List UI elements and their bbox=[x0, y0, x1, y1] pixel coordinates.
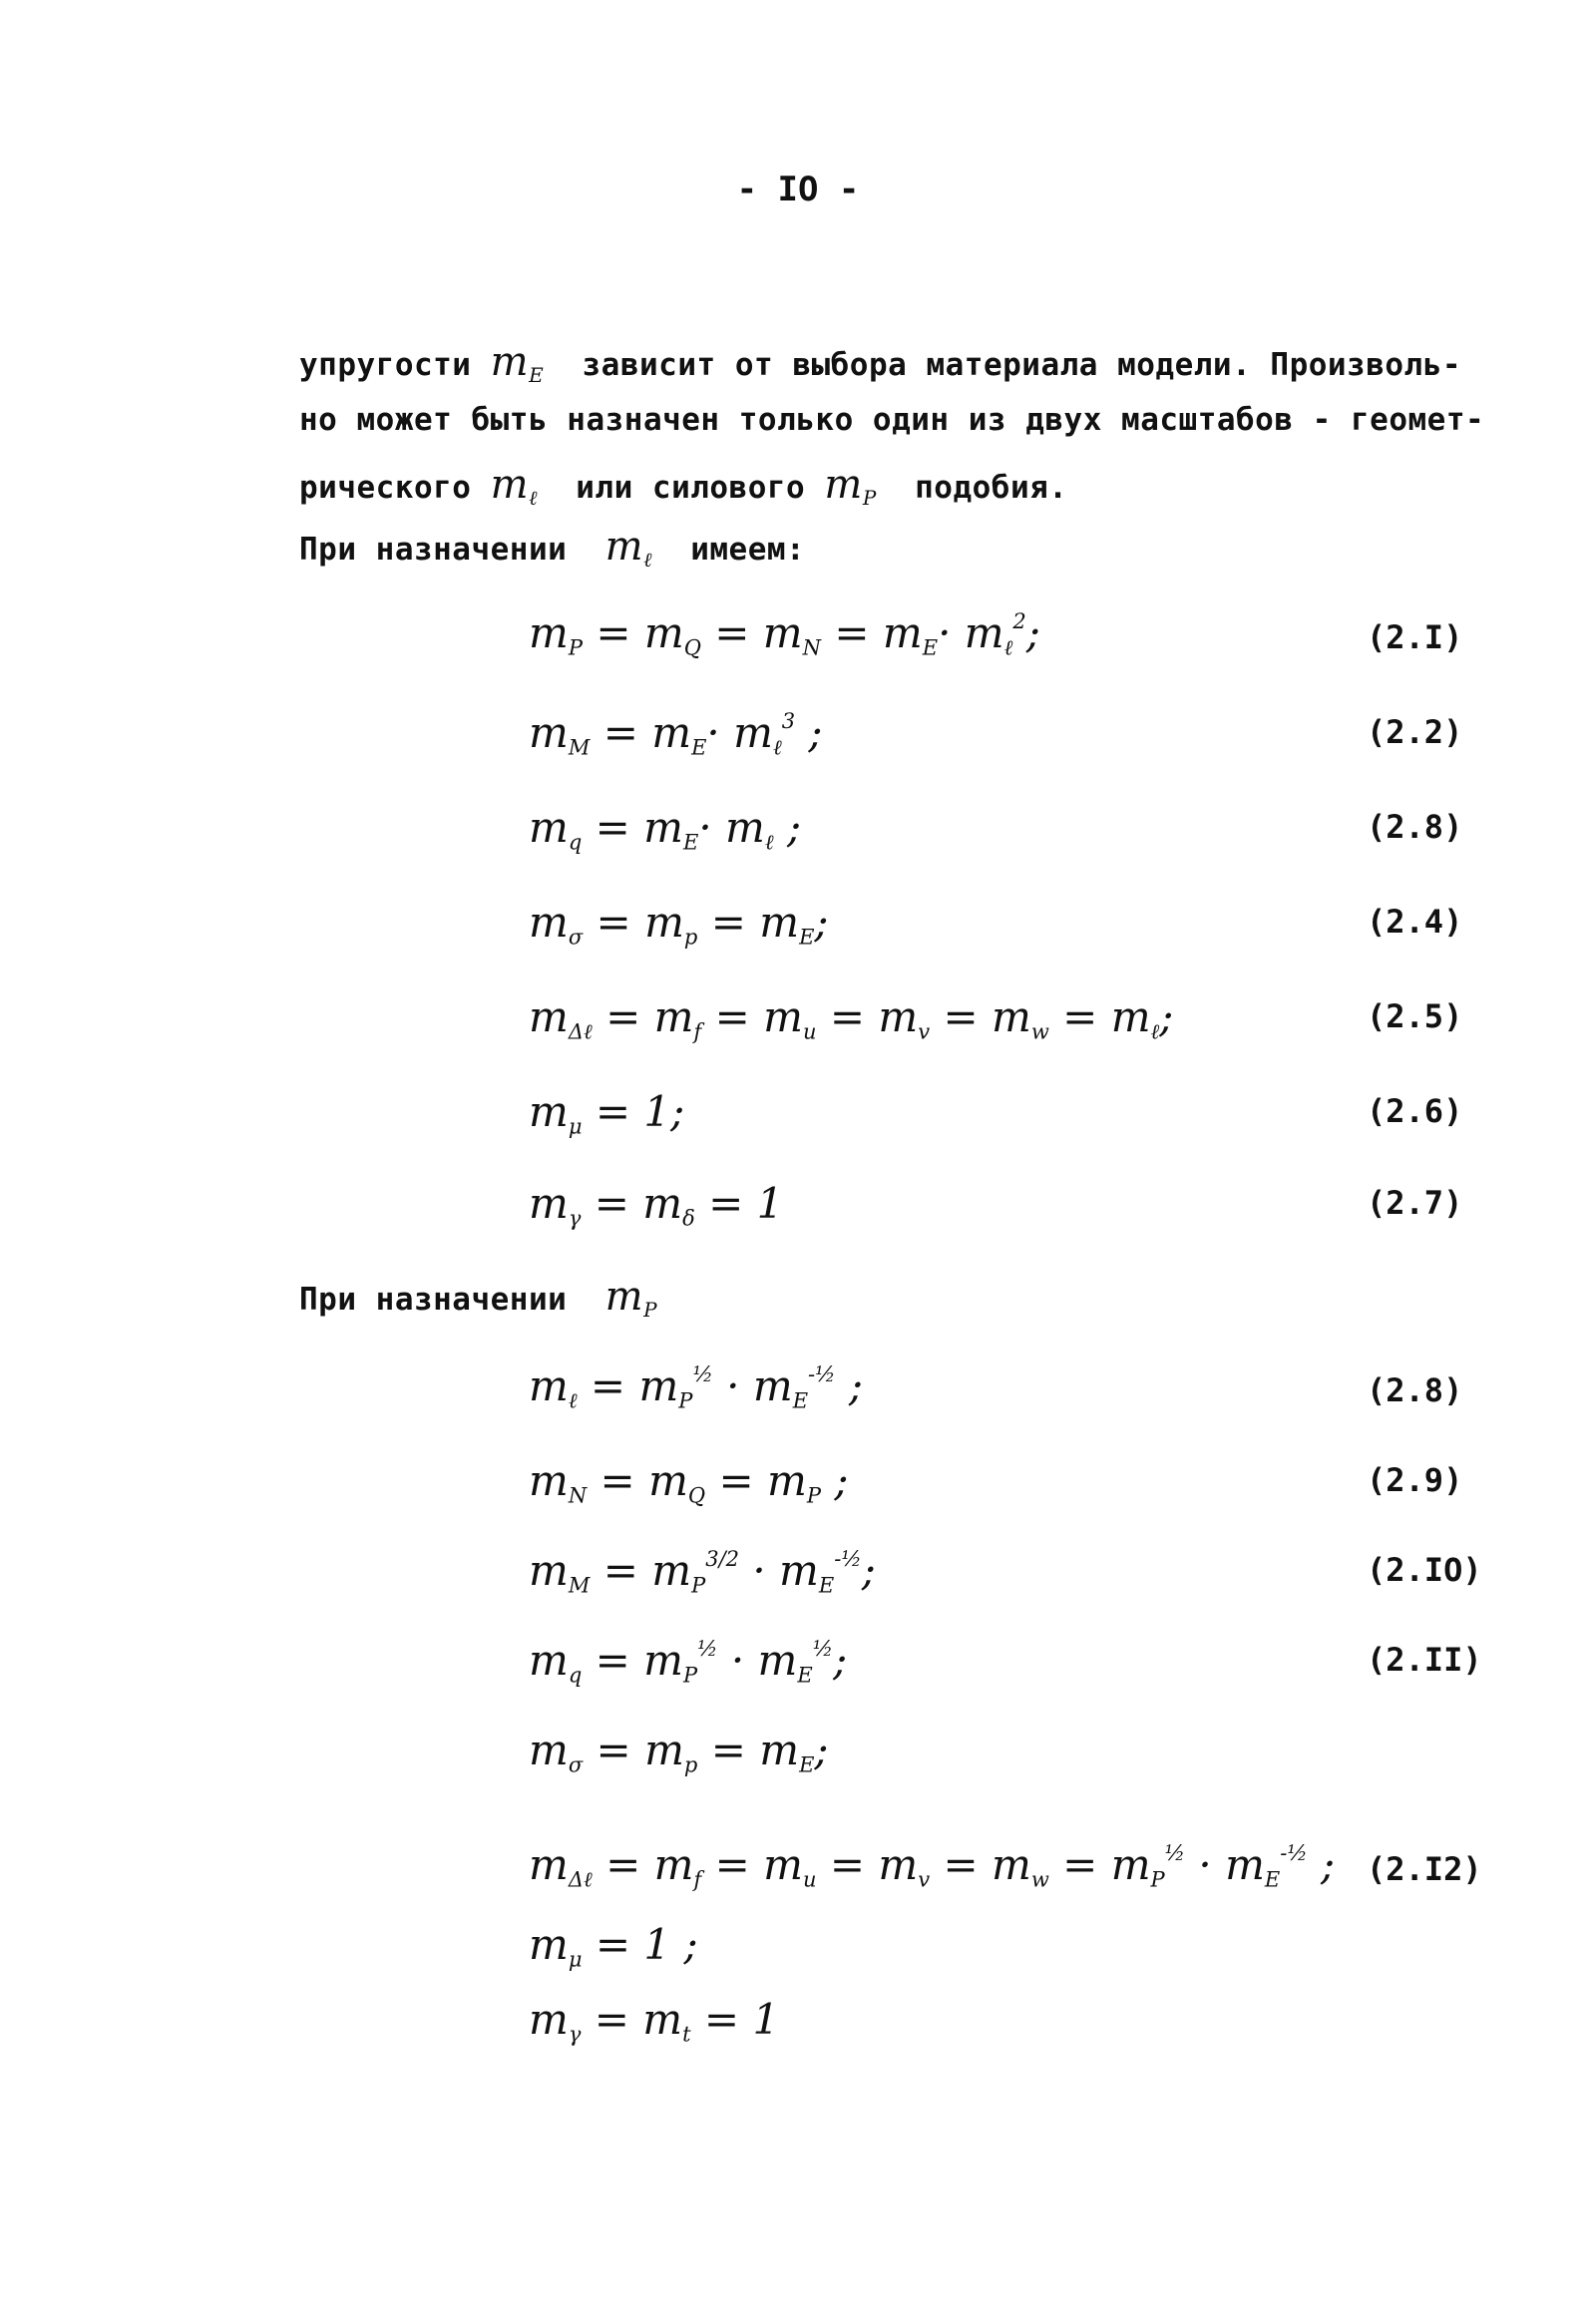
formula-2-3: $m_q = m_E\cdot m_\ell$ ; bbox=[529, 803, 802, 855]
page-number: - IO - bbox=[736, 170, 860, 209]
equation-number: (2.2) bbox=[1367, 713, 1463, 751]
equation-number: (2.8) bbox=[1367, 808, 1463, 846]
equation-number: (2.9) bbox=[1367, 1461, 1463, 1499]
formula-2-6: $m_\mu = 1$; bbox=[529, 1087, 685, 1139]
formula-2-7: $m_\gamma = m_\delta = 1$ bbox=[529, 1179, 784, 1231]
formula-density: $m_\gamma = m_t = 1$ bbox=[529, 1995, 780, 2047]
equation-number: (2.8) bbox=[1367, 1371, 1463, 1409]
scale-symbol-elasticity: $m_E$ bbox=[490, 339, 545, 387]
equation-number: (2.7) bbox=[1367, 1184, 1463, 1222]
formula-2-9: $m_N = m_Q = m_P$ ; bbox=[529, 1456, 849, 1508]
scale-symbol-force: $m_P$ bbox=[604, 1274, 658, 1322]
paragraph-line-5: При назначении $m_P$ bbox=[299, 1274, 658, 1322]
scale-symbol-geometric: $m_\ell$ bbox=[490, 462, 538, 510]
formula-poisson: $m_\mu = 1$ ; bbox=[529, 1920, 698, 1972]
formula-2-1: $m_P = m_Q = m_N = m_E\cdot m_\ell^2$; bbox=[529, 608, 1040, 660]
formula-2-4: $m_\sigma = m_p = m_E$; bbox=[529, 898, 829, 950]
formula-2-2: $m_M = m_E\cdot m_\ell^3$ ; bbox=[529, 708, 823, 760]
equation-number: (2.6) bbox=[1367, 1092, 1463, 1130]
paragraph-line-4: При назначении $m_\ell$ имеем: bbox=[299, 524, 806, 572]
equation-number: (2.I2) bbox=[1367, 1850, 1482, 1888]
scale-symbol-geometric: $m_\ell$ bbox=[604, 524, 652, 572]
equation-number: (2.4) bbox=[1367, 903, 1463, 941]
formula-2-12: $m_{\Delta\ell} = m_f = m_u = m_v = m_w = m_P^{\frac{1}{2}} \cdot m_E^{-\frac{1}{2}}$ ; bbox=[529, 1840, 1336, 1892]
formula-2-8: $m_\ell = m_P^{\frac{1}{2}} \cdot m_E^{-\frac{1}{2}}$ ; bbox=[529, 1361, 863, 1413]
scale-symbol-force: $m_P$ bbox=[824, 462, 877, 510]
paragraph-line-1: упругости $m_E$ зависит от выбора материала модели. Произволь- bbox=[299, 339, 1462, 387]
equation-number: (2.II) bbox=[1367, 1641, 1482, 1679]
equation-number: (2.5) bbox=[1367, 997, 1463, 1035]
formula-2-10: $m_M = m_P^{3/2} \cdot m_E^{-\frac{1}{2}}$; bbox=[529, 1546, 876, 1598]
formula-stress: $m_\sigma = m_p = m_E$; bbox=[529, 1726, 829, 1777]
paragraph-line-3: рического $m_\ell$ или силового $m_P$ подобия. bbox=[299, 462, 1068, 510]
paragraph-line-2: но может быть назначен только один из двух масштабов - геомет- bbox=[299, 402, 1485, 438]
formula-2-5: $m_{\Delta\ell} = m_f = m_u = m_v = m_w = m_\ell$; bbox=[529, 992, 1174, 1044]
formula-2-11: $m_q = m_P^{\frac{1}{2}} \cdot m_E^{\frac{1}{2}}$; bbox=[529, 1636, 848, 1688]
equation-number: (2.I) bbox=[1367, 618, 1463, 656]
equation-number: (2.IO) bbox=[1367, 1551, 1482, 1589]
